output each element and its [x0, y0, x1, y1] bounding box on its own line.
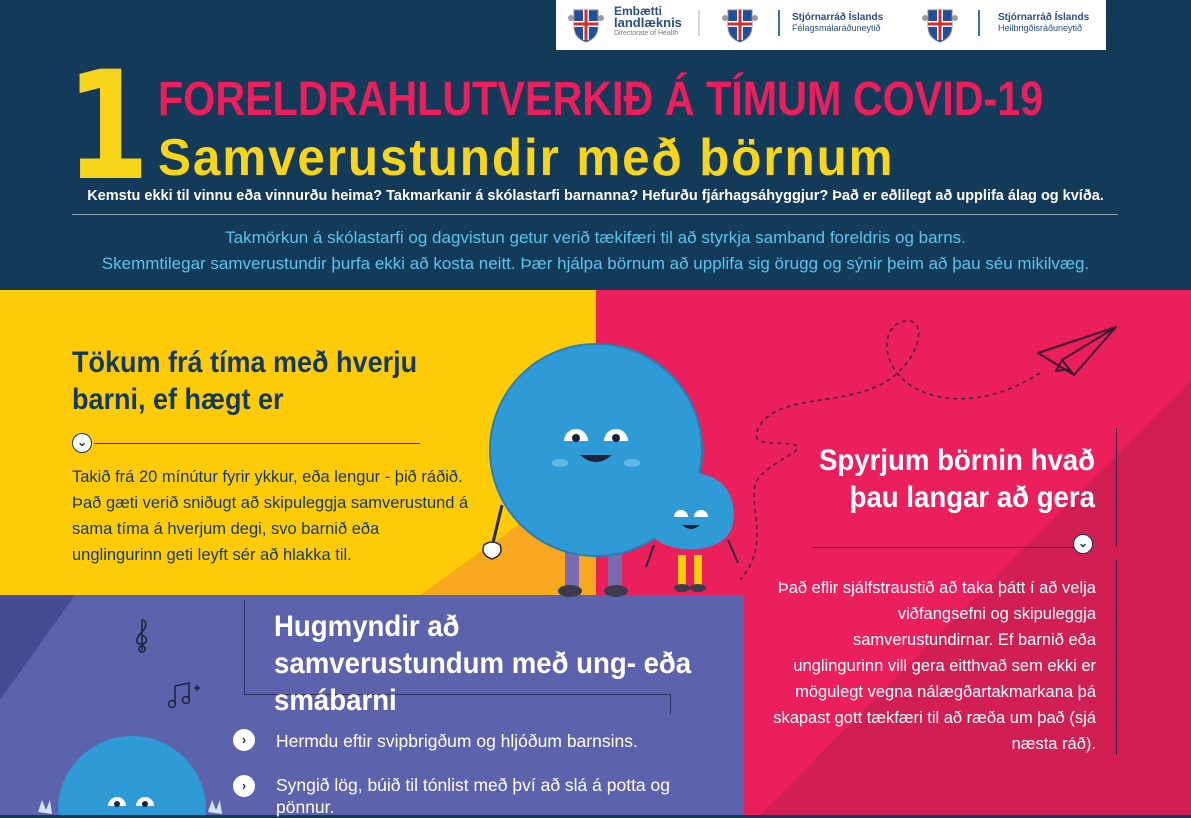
logo-divider	[778, 10, 780, 36]
logo-health-line3: Directorate of Health	[614, 30, 679, 37]
logo-health-ministry-text	[998, 12, 1089, 34]
pink-bracket	[1116, 428, 1117, 546]
pink-body: Það eflir sjálfstraustið að taka þátt í að velja viðfangsefni og skipuleggja samverustundirnar. Ef barnið eða unglingurinn vill gera eitthvað sem ekki er mögulegt vegna nálægðartakmarkana þá skapast gott tækfæri til að ræða um það (sjá næsta ráð).	[773, 579, 1096, 753]
logo-social-text	[792, 12, 883, 34]
page-subtitle: Samverustundir með börnum	[158, 129, 895, 187]
intro-line-1: Takmörkun á skólastarfi og dagvistun getur verið tækifæri til að styrkja samband foreldris og barns.	[225, 228, 966, 247]
iceland-crest-icon	[922, 4, 958, 44]
logo-health-line1: Embætti	[614, 4, 662, 18]
logo-social-line2: Félagsmálaráðuneytið	[792, 23, 881, 33]
chevron-right-icon: ›	[233, 775, 255, 797]
logo-social-line1: Stjórnarráð Íslands	[792, 12, 884, 23]
yellow-heading: Tökum frá tíma með hverju barni, ef hægt er	[72, 346, 418, 416]
character-peeking-illustration	[30, 730, 230, 815]
tip-number: 1	[66, 40, 150, 214]
logo-divider	[978, 10, 980, 36]
treble-clef-icon	[130, 616, 154, 656]
chevron-down-icon: ⌄	[72, 433, 92, 453]
pink-divider	[812, 547, 1074, 548]
header-divider	[72, 214, 1118, 215]
logo-health-text	[614, 6, 682, 39]
logo-strip	[556, 0, 1106, 50]
yellow-divider	[94, 443, 420, 444]
lead-text: Kemstu ekki til vinnu eða vinnurðu heima? Takmarkanir á skólastarfi barnanna? Hefurðu fjárhagsáhyggjur? Það er eðlilegt að upplifa álag og kvíða.	[87, 188, 1104, 204]
purple-list-item: Syngið lög, búið til tónlist með því að slá á potta og pönnur.	[276, 775, 670, 817]
intro-line-2: Skemmtilegar samverustundir þurfa ekki að kosta neitt. Þær hjálpa börnum að upplifa sig örugg og sýnir þeim að þau séu mikilvæg.	[101, 254, 1090, 273]
logo-health-ministry-line1: Stjórnarráð Íslands	[998, 12, 1090, 23]
purple-bracket	[244, 600, 245, 694]
music-notes-icon	[164, 680, 204, 712]
chevron-right-icon: ›	[233, 729, 255, 751]
logo-health-ministry-line2: Heilbrigðisráðuneytið	[998, 23, 1083, 33]
pink-bracket	[1116, 560, 1117, 755]
iceland-crest-icon	[722, 4, 758, 44]
pink-heading: Spyrjum börnin hvað þau langar að gera	[818, 444, 1095, 514]
iceland-crest-icon	[568, 4, 604, 44]
chevron-down-icon: ⌄	[1073, 534, 1093, 554]
logo-health-line2: landlæknis	[614, 15, 682, 30]
page-title: FORELDRAHLUTVERKIÐ Á TÍMUM COVID-19	[158, 73, 1044, 126]
logo-divider	[698, 10, 700, 36]
yellow-body: Takið frá 20 mínútur fyrir ykkur, eða lengur - þið ráðið. Það gæti verið sniðugt að skipuleggja samverustund á sama tíma á hverjum degi, svo barnið eða unglingurinn geti leyft sér að hlakka til.	[72, 468, 469, 564]
purple-heading: Hugmyndir að samverustundum með ung- eða smábarni	[274, 610, 692, 717]
characters-illustration	[480, 335, 750, 597]
purple-list-item: Hermdu eftir svipbrigðum og hljóðum barnsins.	[276, 731, 638, 751]
